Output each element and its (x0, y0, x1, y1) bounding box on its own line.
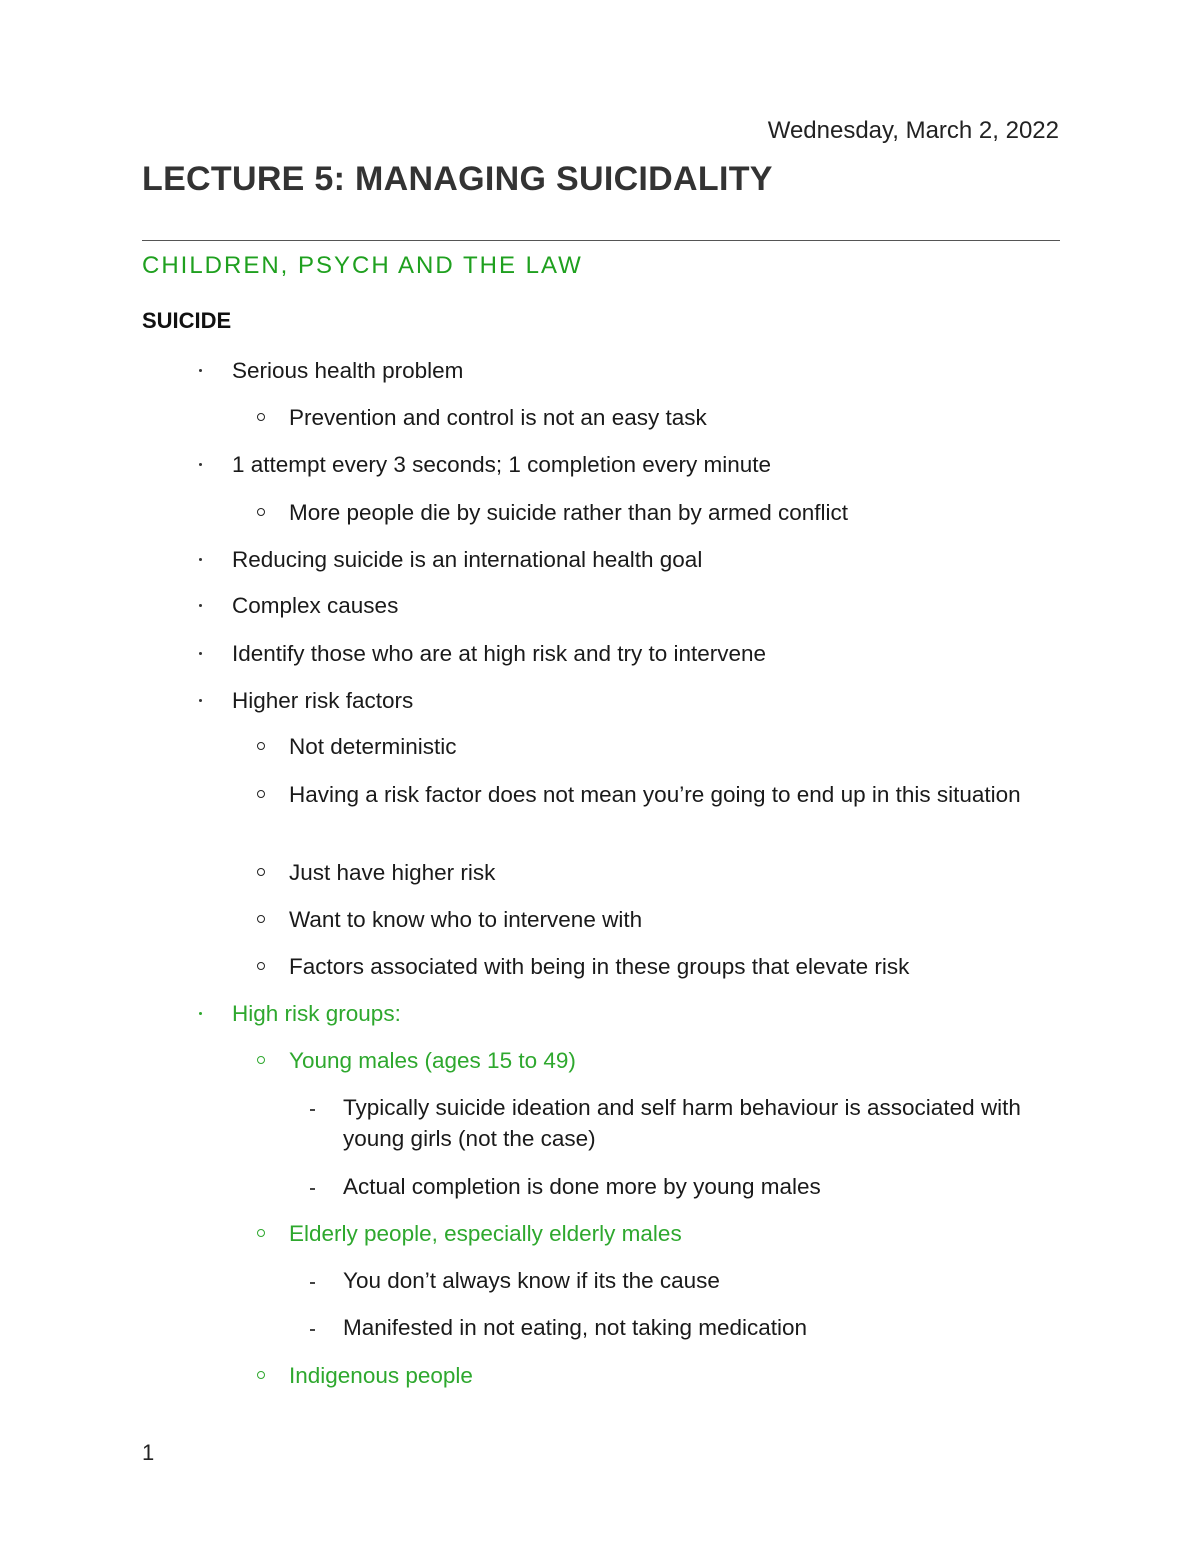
title-divider (142, 240, 1060, 241)
bullet-icon (257, 1056, 265, 1064)
bullet-icon (310, 1109, 315, 1111)
list-item-text: 1 attempt every 3 seconds; 1 completion every minute (232, 452, 772, 477)
list-item (289, 951, 1064, 982)
list-item-text: You don’t always know if its the cause (343, 1268, 720, 1293)
list-item-text: Want to know who to intervene with (289, 907, 643, 932)
page-date: Wednesday, March 2, 2022 (767, 117, 1059, 144)
list-item-text: More people die by suicide rather than by armed conflict (289, 500, 849, 525)
list-item-text: Prevention and control is not an easy task (289, 405, 707, 430)
bullet-icon (310, 1282, 315, 1284)
bullet-icon (199, 699, 202, 702)
list-item (289, 1218, 1064, 1249)
bullet-icon (310, 1329, 315, 1331)
list-item-text: Typically suicide ideation and self harm behaviour is associated with young girls (not the case) (343, 1095, 1021, 1151)
list-item (232, 544, 1062, 575)
list-item (289, 402, 1064, 433)
list-item-text: Higher risk factors (232, 688, 414, 713)
bullet-icon (257, 790, 265, 798)
list-item (289, 1360, 1064, 1391)
list-item-text: Indigenous people (289, 1363, 473, 1388)
list-item (232, 590, 1062, 621)
page-title: LECTURE 5: MANAGING SUICIDALITY (142, 160, 773, 198)
page-number: 1 (142, 1440, 155, 1465)
bullet-icon (199, 604, 202, 607)
list-item-text: Just have higher risk (289, 860, 496, 885)
subsection-heading: SUICIDE (142, 308, 232, 333)
bullet-icon (257, 508, 265, 516)
list-item (232, 355, 1062, 386)
list-item (289, 731, 1064, 762)
list-item-text: Complex causes (232, 593, 399, 618)
list-item (289, 1045, 1064, 1076)
section-heading: CHILDREN, PSYCH AND THE LAW (142, 252, 583, 279)
list-item (232, 638, 1062, 669)
list-item (343, 1265, 1063, 1296)
bullet-icon (199, 1012, 202, 1015)
bullet-icon (310, 1188, 315, 1190)
list-item-text: Reducing suicide is an international health goal (232, 547, 703, 572)
list-item (343, 1092, 1063, 1154)
list-item (343, 1171, 1063, 1202)
bullet-icon (257, 962, 265, 970)
bullet-icon (257, 413, 265, 421)
bullet-icon (199, 463, 202, 466)
list-item (232, 449, 1062, 480)
list-item-text: Actual completion is done more by young males (343, 1174, 821, 1199)
list-item-text: Not deterministic (289, 734, 457, 759)
list-item-text: Manifested in not eating, not taking medication (343, 1315, 808, 1340)
list-item-text: Elderly people, especially elderly males (289, 1221, 682, 1246)
list-item-text: Having a risk factor does not mean you’re going to end up in this situation (289, 782, 1021, 807)
bullet-icon (199, 652, 202, 655)
list-item (289, 497, 1064, 528)
list-item-text: Serious health problem (232, 358, 464, 383)
list-item-text: Young males (ages 15 to 49) (289, 1048, 576, 1073)
list-item (232, 998, 1062, 1029)
list-item-text: Factors associated with being in these groups that elevate risk (289, 954, 910, 979)
bullet-icon (199, 558, 202, 561)
list-item (289, 857, 1064, 888)
list-item-text: High risk groups: (232, 1001, 401, 1026)
bullet-icon (257, 915, 265, 923)
list-item (232, 685, 1062, 716)
list-item (289, 779, 1064, 810)
bullet-icon (257, 1229, 265, 1237)
list-item-text: Identify those who are at high risk and try to intervene (232, 641, 767, 666)
bullet-icon (199, 369, 202, 372)
bullet-icon (257, 1371, 265, 1379)
bullet-icon (257, 742, 265, 750)
list-item (343, 1312, 1063, 1343)
list-item (289, 904, 1064, 935)
bullet-icon (257, 868, 265, 876)
